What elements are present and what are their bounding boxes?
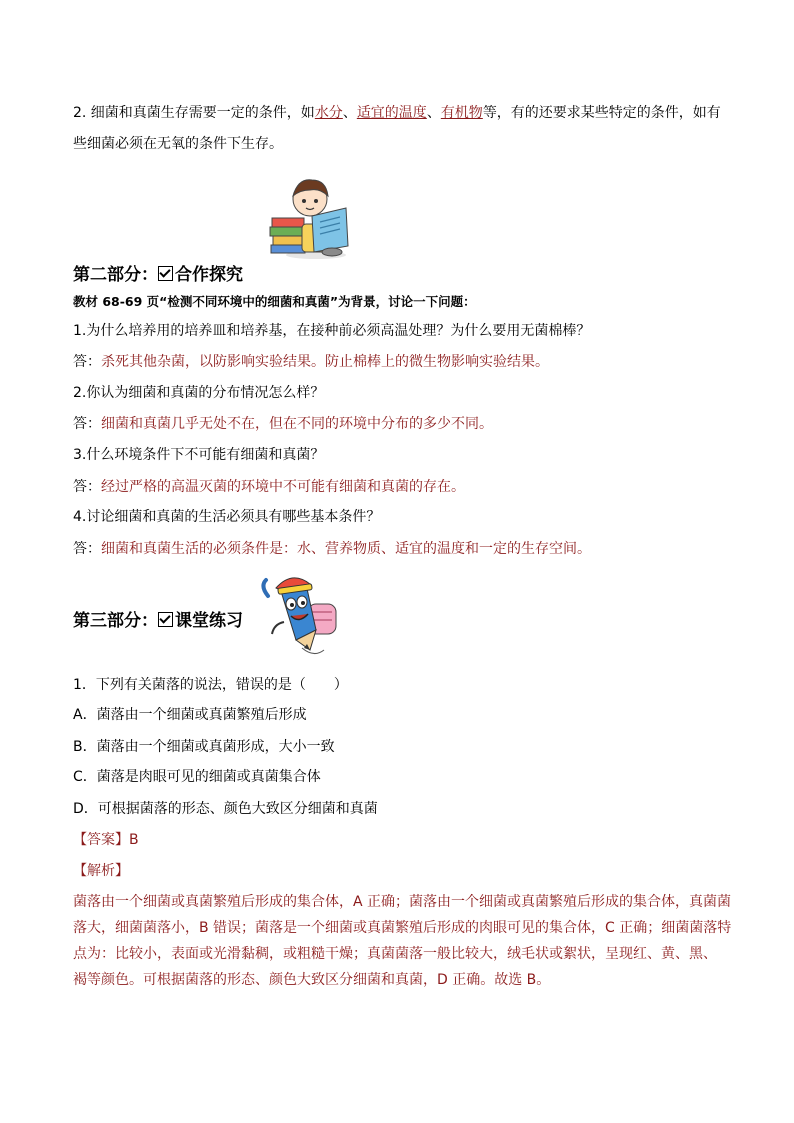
- analysis-paragraph: [73, 889, 732, 993]
- answer-label: 答：: [73, 479, 101, 495]
- option-b: B．菌落由一个细菌或真菌形成，大小一致: [73, 739, 335, 755]
- analysis-line: 褐等颜色。可根据菌落的形态、颜色大致区分细菌和真菌，D 正确。故选 B。: [73, 972, 551, 988]
- answer-text: 经过严格的高温灭菌的环境中不可能有细菌和真菌的存在。: [101, 479, 465, 495]
- keyword-temperature: 适宜的温度: [356, 105, 427, 121]
- separator: 、: [342, 105, 357, 121]
- answer-label: 答：: [73, 416, 101, 432]
- keyword-water: 水分: [314, 105, 343, 121]
- answer-label: 答：: [73, 354, 101, 370]
- analysis-line: 菌落由一个细菌或真菌繁殖后形成的集合体，A 正确；菌落由一个细菌或真菌繁殖后形成的集合体，真菌菌: [73, 894, 732, 910]
- part3-title: 第三部分：: [73, 611, 158, 631]
- answer-text: 细菌和真菌生活的必须条件是：水、营养物质、适宜的温度和一定的生存空间。: [101, 541, 591, 557]
- qa-question: 3.什么环境条件下不可能有细菌和真菌？: [73, 447, 325, 463]
- intro-point-prefix: 2. 细菌和真菌生存需要一定的条件，如: [73, 105, 315, 121]
- qa-answer: [73, 539, 591, 559]
- part3-heading: [73, 606, 243, 631]
- qa-answer: [73, 414, 493, 434]
- checkbox-icon: [158, 266, 173, 281]
- intro-point-suffix: 等，有的还要求某些特定的条件，如有: [482, 105, 721, 121]
- answer-text: 杀死其他杂菌，以防影响实验结果。防止棉棒上的微生物影响实验结果。: [101, 354, 549, 370]
- answer-row: [73, 830, 139, 850]
- answer-label: 【答案】: [73, 832, 129, 848]
- qa-question: 4.讨论细菌和真菌的生活必须具有哪些基本条件？: [73, 509, 381, 525]
- keyword-organic-matter: 有机物: [440, 105, 483, 121]
- checkbox-icon: [158, 612, 173, 627]
- intro-point-line1: [73, 103, 721, 123]
- analysis-line: 落大，细菌菌落小，B 错误；菌落是一个细菌或真菌繁殖后形成的肉眼可见的集合体，C 正确；细菌菌落特: [73, 920, 732, 936]
- separator: 、: [426, 105, 441, 121]
- option-d: D．可根据菌落的形态、颜色大致区分细菌和真菌: [73, 801, 378, 817]
- analysis-line: 点为：比较小，表面或光滑黏稠，或粗糙干燥；真菌菌落一般比较大，绒毛状或絮状，呈现红、黄、黑、: [73, 946, 717, 962]
- part2-heading: [73, 260, 243, 285]
- answer-text: 细菌和真菌几乎无处不在，但在不同的环境中分布的多少不同。: [101, 416, 493, 432]
- qa-question: 2.你认为细菌和真菌的分布情况怎么样？: [73, 385, 325, 401]
- part3-title-rest: 课堂练习: [175, 611, 243, 631]
- part2-title: 第二部分：: [73, 265, 158, 285]
- reading-boy-illustration: [268, 172, 354, 260]
- answer-value: B: [129, 832, 139, 848]
- option-a: A．菌落由一个细菌或真菌繁殖后形成: [73, 707, 307, 723]
- intro-point-line2: 些细菌必须在无氧的条件下生存。: [73, 136, 283, 152]
- exercise-question: 1．下列有关菌落的说法，错误的是（ ）: [73, 677, 348, 693]
- option-c: C．菌落是肉眼可见的细菌或真菌集合体: [73, 769, 321, 785]
- part2-intro: 教材 68-69 页“检测不同环境中的细菌和真菌”为背景，讨论一下问题：: [73, 294, 476, 309]
- qa-answer: [73, 477, 465, 497]
- qa-question: 1.为什么培养用的培养皿和培养基，在接种前必须高温处理？为什么要用无菌棉棒？: [73, 323, 591, 339]
- part2-title-rest: 合作探究: [175, 265, 243, 285]
- pencil-mascot-illustration: [258, 574, 342, 656]
- answer-label: 答：: [73, 541, 101, 557]
- qa-answer: [73, 352, 549, 372]
- analysis-label: 【解析】: [73, 863, 129, 879]
